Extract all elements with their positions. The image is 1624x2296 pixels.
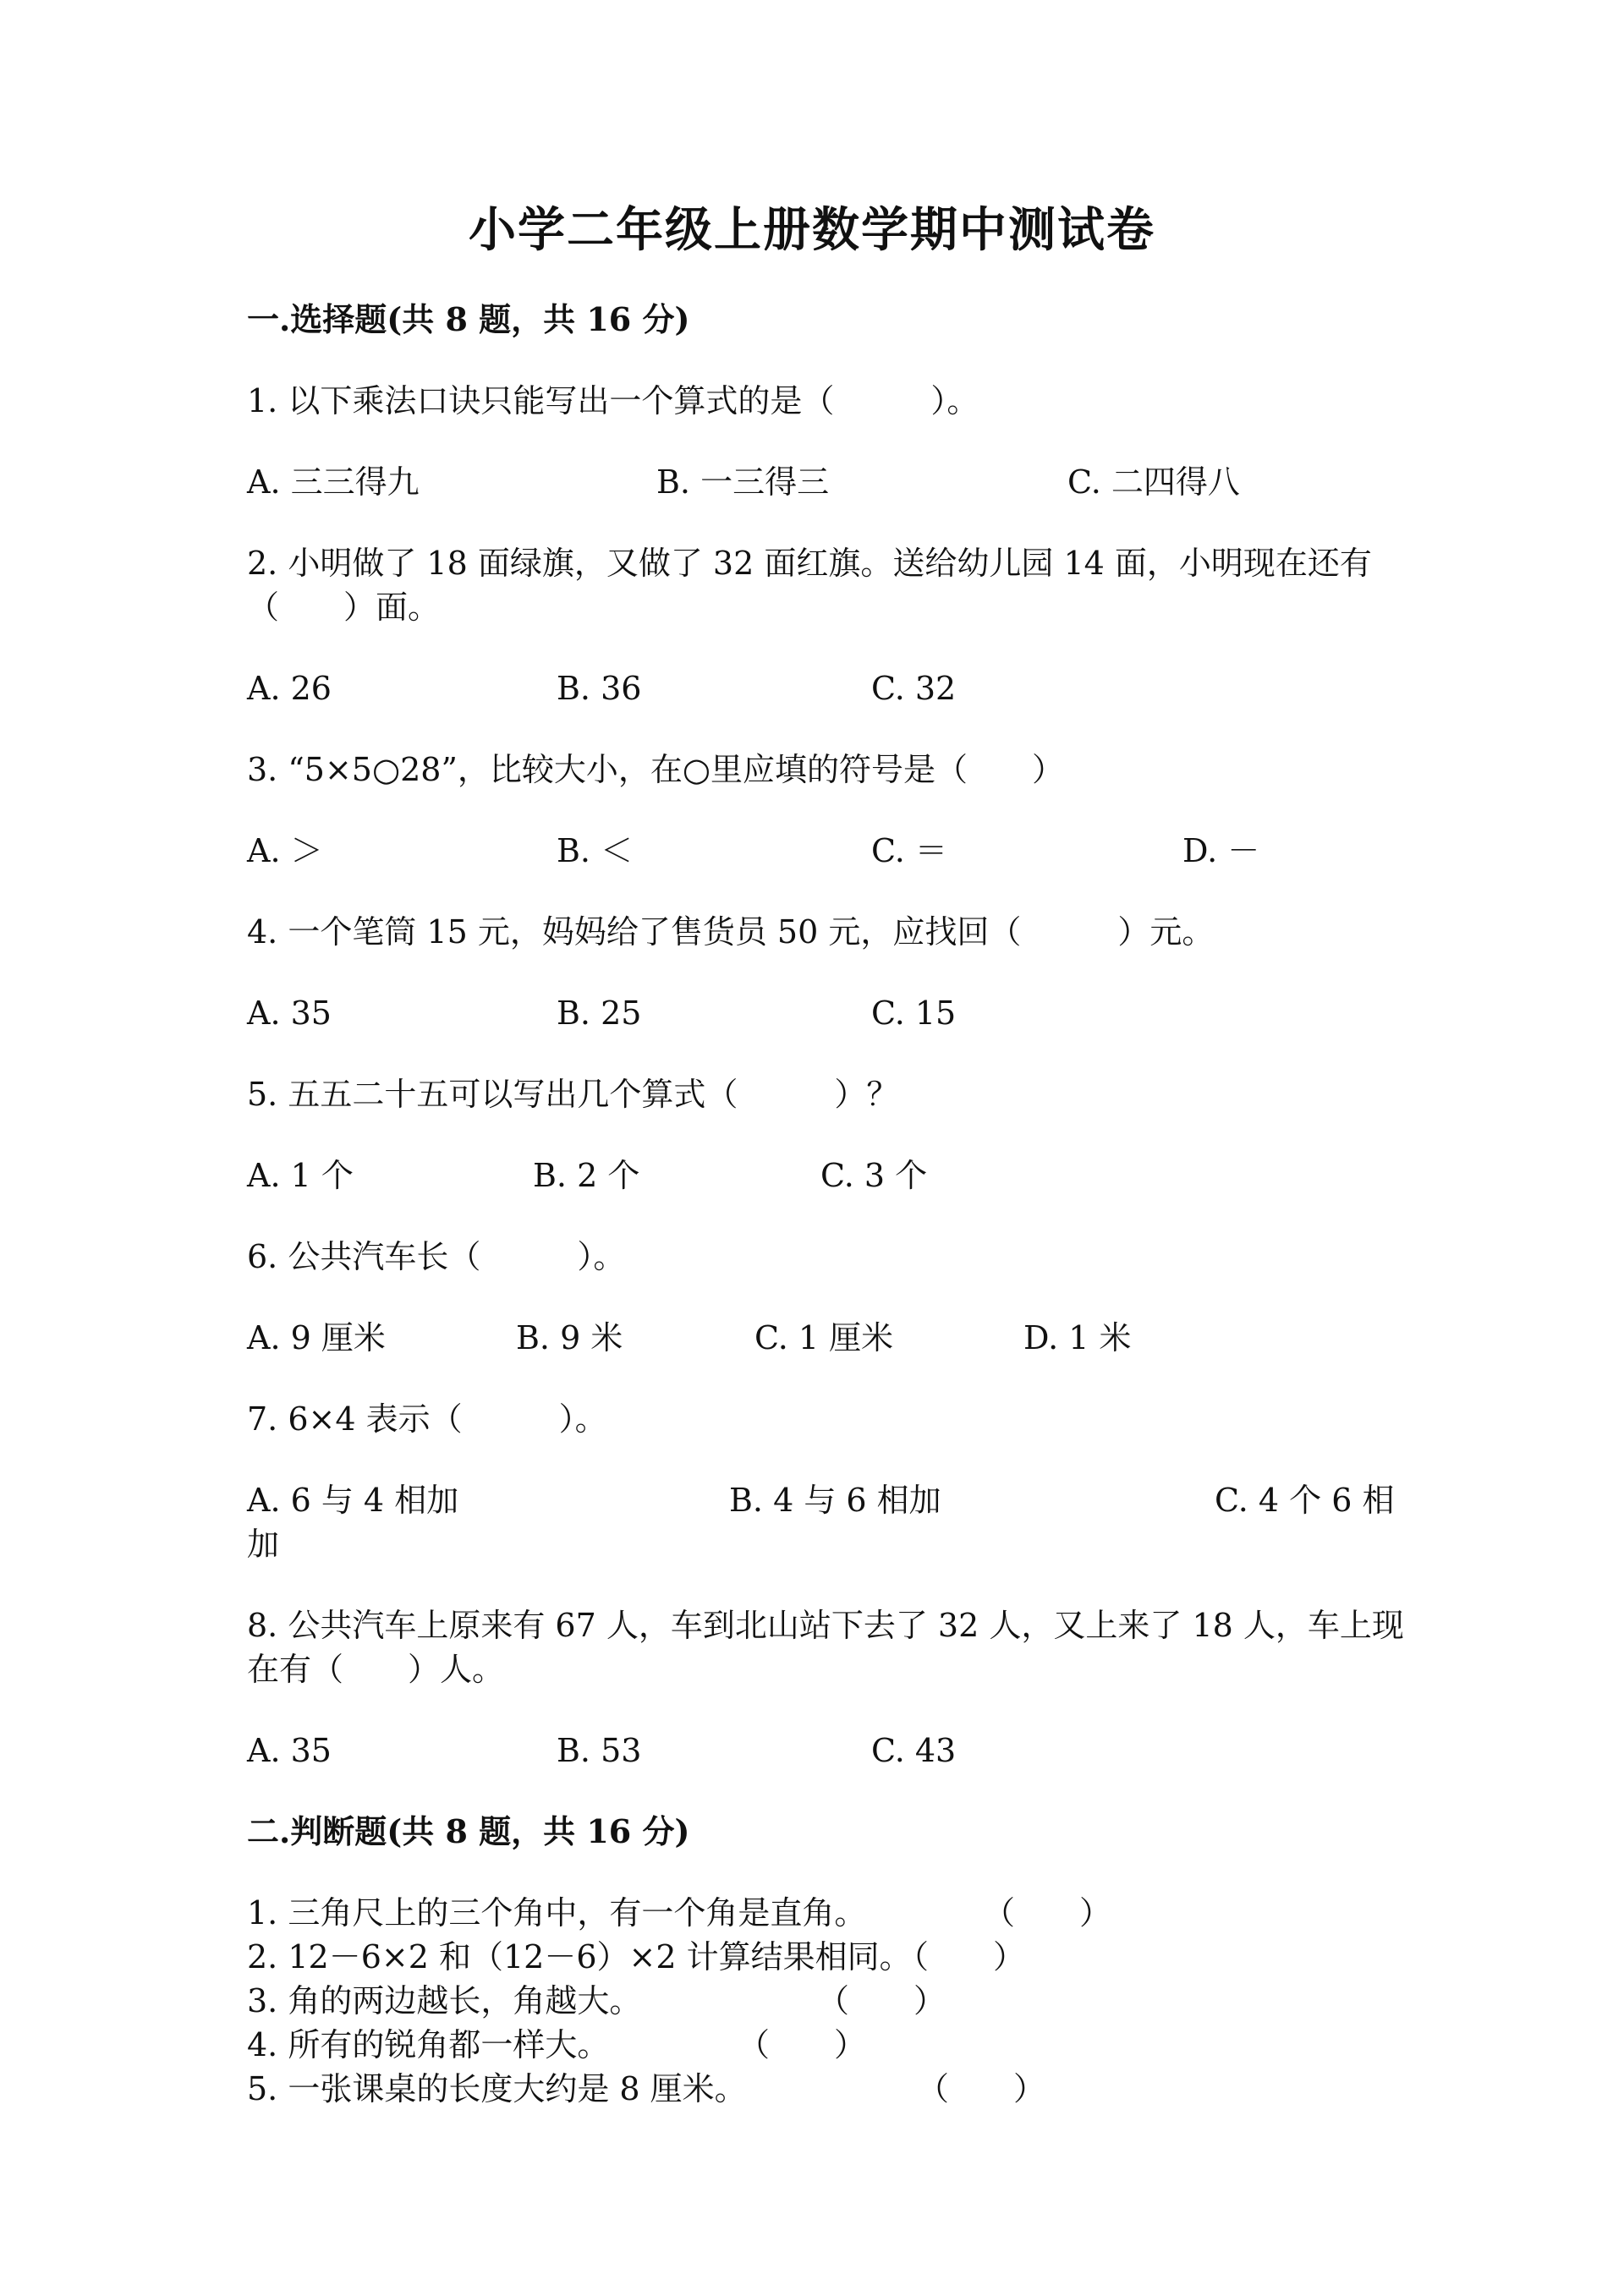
question-2-stem-line-2: （ ）面。 [247,589,441,626]
question-8-option-a: A. 35 [247,1732,332,1769]
question-6-option-c: C. 1 厘米 [754,1319,894,1356]
question-4-option-b: B. 25 [557,995,642,1032]
section-heading-choice: 一.选择题(共 8 题，共 16 分) [247,300,690,338]
question-7-stem: 7. 6×4 表示（ ）。 [247,1400,607,1438]
question-8-option-c: C. 43 [871,1732,957,1769]
question-4-option-c: C. 15 [871,995,957,1032]
judgement-item-1-answer-blank: （ ） [983,1894,1112,1932]
judgement-item-5-answer-blank: （ ） [917,2070,1046,2107]
question-4-option-a: A. 35 [247,995,332,1032]
question-1-option-a: A. 三三得九 [247,463,420,501]
question-6-option-d: D. 1 米 [1023,1319,1132,1356]
question-7-option-b: B. 4 与 6 相加 [729,1482,941,1519]
question-2-option-a: A. 26 [247,670,332,707]
question-3-option-a: A. ＞ [247,832,323,869]
question-4-stem: 4. 一个笔筒 15 元，妈妈给了售货员 50 元，应找回（ ）元。 [247,913,1215,951]
question-3-option-c: C. ＝ [871,832,947,869]
judgement-item-5: 5. 一张课桌的长度大约是 8 厘米。 [247,2070,747,2107]
question-1-stem: 1. 以下乘法口诀只能写出一个算式的是（ ）。 [247,382,979,419]
question-2-stem-line-1: 2. 小明做了 18 面绿旗，又做了 32 面红旗。送给幼儿园 14 面，小明现在还有 [247,545,1372,582]
question-2-option-c: C. 32 [871,670,957,707]
question-2-option-b: B. 36 [557,670,642,707]
page-title: 小学二年级上册数学期中测试卷 [469,202,1155,258]
question-3-option-b: B. ＜ [557,832,634,869]
question-6-option-b: B. 9 米 [516,1319,623,1356]
question-8-option-b: B. 53 [557,1732,642,1769]
question-7-option-c: C. 4 个 6 相 [1215,1482,1395,1519]
question-1-option-c: C. 二四得八 [1067,463,1240,501]
question-7-option-c-wrap: 加 [247,1526,280,1563]
judgement-item-4-answer-blank: （ ） [738,2026,867,2063]
question-8-stem-line-2: 在有（ ）人。 [247,1651,505,1688]
question-6-option-a: A. 9 厘米 [247,1319,386,1356]
judgement-item-2: 2. 12－6×2 和（12－6）×2 计算结果相同。 [247,1938,912,1975]
judgement-item-1: 1. 三角尺上的三个角中，有一个角是直角。 [247,1894,867,1932]
question-5-option-b: B. 2 个 [533,1157,640,1194]
judgement-item-3: 3. 角的两边越长，角越大。 [247,1982,642,2019]
question-3-stem: 3. “5×5○28”，比较大小，在○里应填的符号是（ ） [247,751,1065,788]
question-1-option-b: B. 一三得三 [656,463,830,501]
section-heading-judgement: 二.判断题(共 8 题，共 16 分) [247,1812,690,1850]
judgement-item-2-answer-blank: （ ） [897,1938,1026,1975]
question-5-stem: 5. 五五二十五可以写出几个算式（ ）？ [247,1076,899,1113]
judgement-item-4: 4. 所有的锐角都一样大。 [247,2026,610,2063]
question-7-option-a: A. 6 与 4 相加 [247,1482,459,1519]
question-3-option-d: D. － [1182,832,1260,869]
question-5-option-a: A. 1 个 [247,1157,354,1194]
judgement-item-3-answer-blank: （ ） [817,1982,946,2019]
question-6-stem: 6. 公共汽车长（ ）。 [247,1238,626,1275]
question-8-stem-line-1: 8. 公共汽车上原来有 67 人，车到北山站下去了 32 人，又上来了 18 人，车上现 [247,1607,1404,1644]
question-5-option-c: C. 3 个 [820,1157,928,1194]
